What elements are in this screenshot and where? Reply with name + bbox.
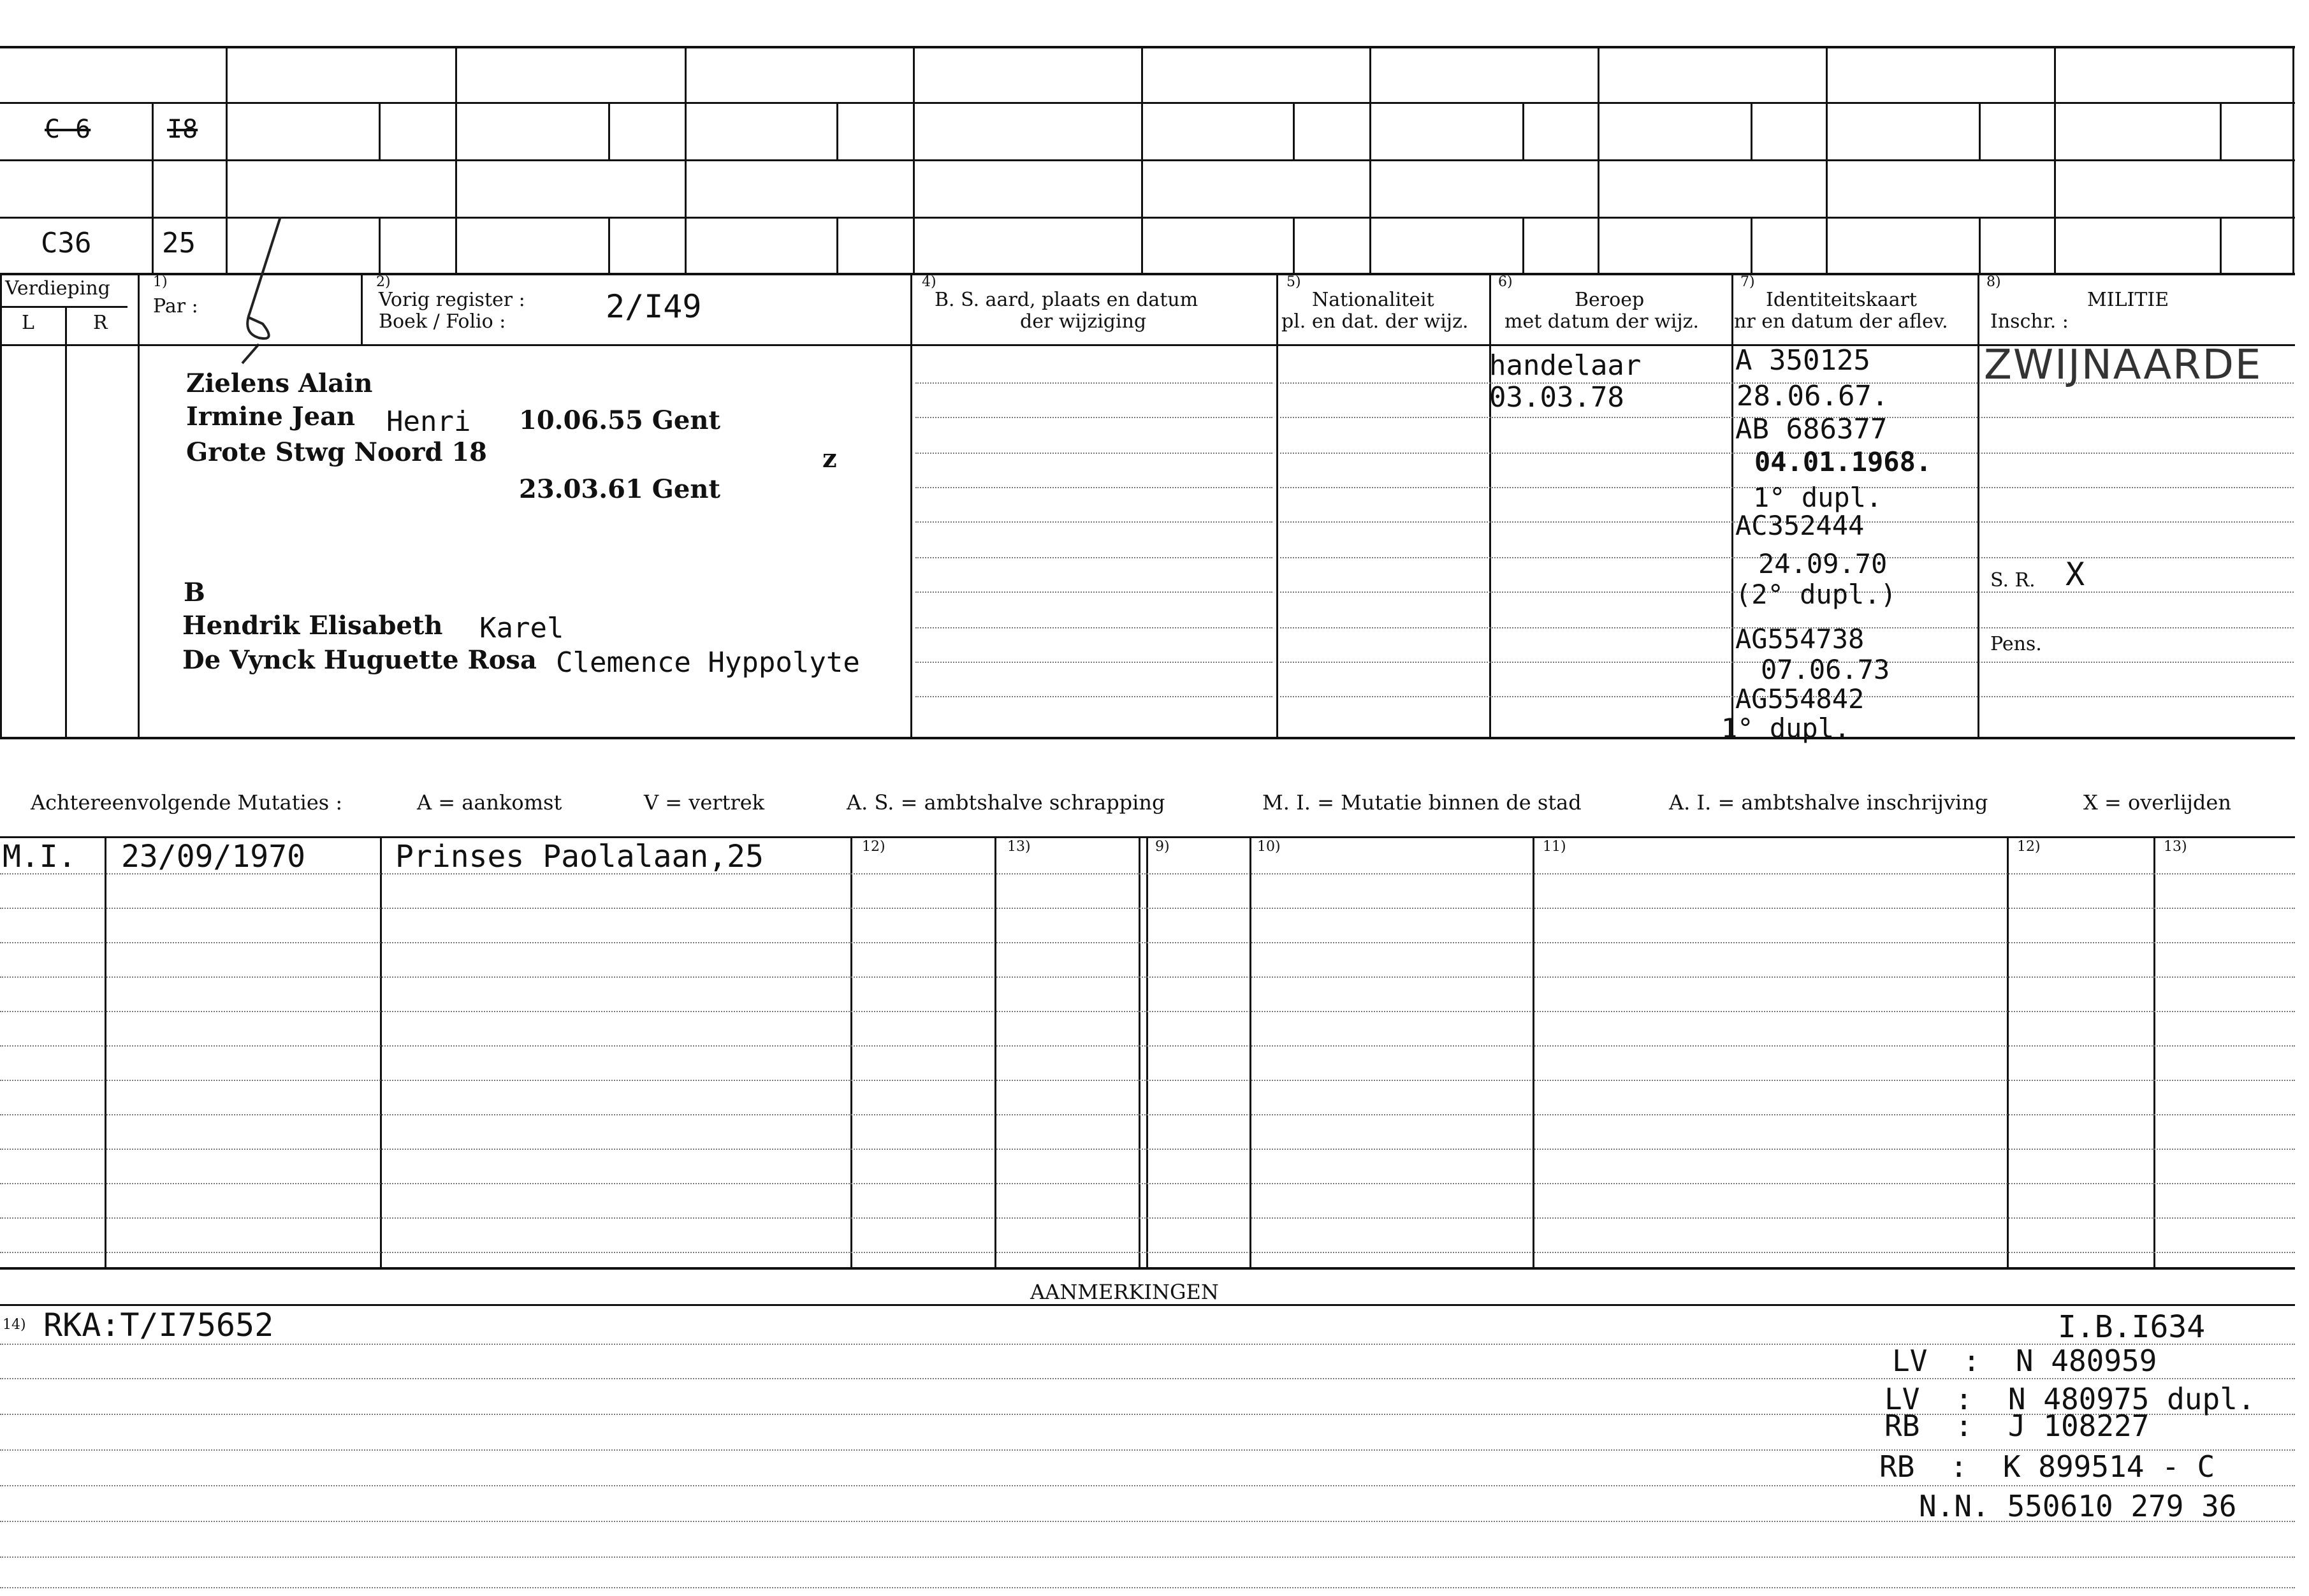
grid-line — [1293, 217, 1295, 273]
rb-number: RB : J 108227 — [1884, 1409, 2150, 1443]
grid-number-old: I8 — [167, 115, 198, 144]
col-number: 11) — [1543, 839, 1566, 855]
right-label: R — [93, 312, 108, 334]
col-number: 7) — [1740, 274, 1755, 290]
sr-label: S. R. — [1990, 569, 2036, 591]
beroep-label: Beroep — [1575, 289, 1645, 311]
dotted-line — [915, 696, 1272, 697]
id-card-line: 04.01.1968. — [1754, 446, 1932, 477]
identiteitskaart-label: Identiteitskaart — [1766, 289, 1917, 311]
grid-line — [105, 836, 106, 1267]
dotted-line — [0, 1114, 2295, 1115]
legend-item: V = vertrek — [644, 790, 765, 815]
col-number: 4) — [922, 274, 936, 290]
col-number: 1) — [153, 274, 168, 290]
id-card-line: 28.06.67. — [1737, 380, 1889, 412]
grid-line — [1533, 836, 1534, 1267]
grid-line — [1826, 46, 1828, 273]
mother-name: De Vynck Huguette Rosa — [182, 645, 537, 675]
dotted-line — [915, 417, 1272, 418]
ib-reference: I.B.I634 — [2058, 1309, 2206, 1345]
rb-number: RB : K 899514 - C — [1879, 1449, 2215, 1484]
parent-given-name-typed: Karel — [479, 612, 564, 644]
dotted-line — [0, 1045, 2295, 1047]
grid-line — [1522, 102, 1524, 159]
grid-number: 25 — [162, 227, 196, 259]
col-number: 10) — [1257, 839, 1281, 855]
grid-line — [1369, 46, 1371, 273]
table-bottom-line — [0, 1267, 2295, 1270]
grid-line — [226, 46, 228, 273]
grid-line — [0, 273, 2295, 275]
dotted-line — [0, 1217, 2295, 1219]
mutatie-address: Prinses Paolalaan,25 — [395, 839, 764, 874]
bs-label-line2: der wijziging — [1020, 310, 1147, 333]
boek-folio-label: Boek / Folio : — [379, 310, 506, 333]
dotted-line — [915, 521, 1272, 523]
grid-line — [0, 159, 2295, 161]
dotted-line — [915, 557, 1272, 558]
id-card-line: 1° dupl. — [1753, 482, 1883, 513]
grid-line — [2153, 836, 2155, 1267]
dotted-line — [915, 453, 1272, 454]
mutatie-date: 23/09/1970 — [121, 839, 305, 874]
grid-line — [0, 306, 127, 308]
grid-line — [379, 102, 381, 159]
vorig-register-label: Vorig register : — [379, 289, 525, 311]
grid-line — [1978, 273, 1979, 737]
legend-item: A = aankomst — [417, 790, 562, 815]
grid-line — [65, 306, 67, 737]
grid-line — [608, 102, 610, 159]
dotted-line — [915, 487, 1272, 488]
dotted-line — [0, 1011, 2295, 1012]
dotted-line — [0, 1556, 2295, 1558]
mutatie-type: M.I. — [3, 839, 76, 874]
grid-line — [1751, 102, 1752, 159]
person-birth: 10.06.55 Gent — [519, 405, 720, 435]
id-card-line: AG554738 — [1735, 623, 1865, 655]
grid-line — [1751, 217, 1752, 273]
grid-line — [455, 46, 457, 273]
grid-line — [380, 836, 382, 1267]
dotted-line — [915, 627, 1272, 628]
id-card-line: 24.09.70 — [1758, 548, 1888, 579]
dotted-line — [915, 662, 1272, 663]
grid-line — [1598, 46, 1599, 273]
dotted-line — [0, 873, 2295, 874]
person-address: Grote Stwg Noord 18 — [186, 437, 488, 467]
dotted-line — [0, 908, 2295, 909]
rka-reference: RKA:T/I75652 — [43, 1307, 274, 1344]
id-card-line: AB 686377 — [1735, 413, 1888, 446]
grid-line — [1249, 836, 1251, 1267]
grid-line — [1139, 836, 1140, 1267]
second-date: 23.03.61 Gent — [519, 474, 720, 504]
militie-stamp: ZWIJNAARDE — [1984, 342, 2262, 389]
id-card-line: A 350125 — [1735, 344, 1870, 377]
beroep-sublabel: met datum der wijz. — [1504, 310, 1699, 333]
nn-number: N.N. 550610 279 36 — [1919, 1489, 2237, 1523]
grid-line — [836, 102, 838, 159]
dotted-line — [0, 1378, 2295, 1379]
sr-mark: X — [2065, 556, 2085, 593]
pen-stroke-icon — [229, 217, 306, 370]
id-card-line: 1° dupl. — [1721, 713, 1851, 744]
grid-line — [1293, 102, 1295, 159]
col-number: 14) — [3, 1317, 26, 1333]
dotted-line — [915, 591, 1272, 593]
dotted-line — [0, 1485, 2295, 1486]
beroep-value: handelaar — [1489, 349, 1642, 382]
lv-number: LV : N 480959 — [1892, 1344, 2157, 1378]
legend-item: X = overlijden — [2083, 790, 2231, 815]
col-number: 13) — [2164, 839, 2187, 855]
nationaliteit-label: Nationaliteit — [1312, 289, 1434, 311]
grid-line — [1489, 273, 1491, 737]
person-given-names: Irmine Jean — [186, 402, 356, 432]
nationaliteit-sublabel: pl. en dat. der wijz. — [1281, 310, 1469, 333]
beroep-date: 03.03.78 — [1489, 381, 1624, 414]
grid-line — [910, 273, 912, 737]
col-number: 5) — [1286, 274, 1301, 290]
verdieping-label: Verdieping — [5, 277, 110, 300]
grid-line — [913, 46, 915, 273]
identiteitskaart-sublabel: nr en datum der aflev. — [1734, 310, 1948, 333]
left-label: L — [22, 312, 34, 334]
id-card-line: 07.06.73 — [1761, 654, 1890, 685]
aanmerkingen-title: AANMERKINGEN — [1030, 1280, 1219, 1304]
annotation-mark: z — [822, 444, 837, 474]
grid-line — [138, 273, 140, 737]
bs-label-line1: B. S. aard, plaats en datum — [935, 289, 1198, 311]
grid-line — [1522, 217, 1524, 273]
grid-line — [850, 836, 852, 1267]
col-number: 6) — [1498, 274, 1513, 290]
legend-item: A. I. = ambtshalve inschrijving — [1669, 790, 1988, 815]
mother-names-typed: Clemence Hyppolyte — [556, 646, 860, 679]
block-bottom-line — [0, 737, 2295, 739]
grid-line — [2220, 217, 2222, 273]
grid-line — [2292, 46, 2294, 273]
id-card-line: (2° dupl.) — [1735, 579, 1897, 610]
grid-line — [0, 102, 2295, 104]
grid-line — [685, 46, 687, 273]
col-number: 2) — [376, 274, 391, 290]
parent-given-names: Hendrik Elisabeth — [182, 611, 443, 641]
grid-line — [0, 1304, 2295, 1306]
grid-line — [836, 217, 838, 273]
grid-code-old: C 6 — [45, 115, 91, 144]
header-bottom-line — [0, 344, 2295, 346]
pens-label: Pens. — [1990, 633, 2042, 655]
dotted-line — [0, 1080, 2295, 1081]
dotted-line — [0, 1183, 2295, 1184]
inschr-label: Inschr. : — [1990, 310, 2069, 333]
col-number: 12) — [2017, 839, 2041, 855]
col-number: 13) — [1007, 839, 1031, 855]
grid-line — [1276, 273, 1278, 737]
col-number: 8) — [1986, 274, 2001, 290]
grid-line — [1731, 273, 1733, 737]
grid-line — [1141, 46, 1143, 273]
dotted-line — [915, 382, 1272, 384]
grid-line — [0, 217, 2295, 219]
id-card-line: AC352444 — [1735, 510, 1865, 541]
grid-line — [2220, 102, 2222, 159]
legend-item: M. I. = Mutatie binnen de stad — [1262, 790, 1582, 815]
grid-code: C36 — [41, 227, 92, 259]
dotted-line — [0, 1149, 2295, 1150]
legend-title: Achtereenvolgende Mutaties : — [31, 790, 343, 815]
grid-line — [2054, 46, 2056, 273]
col-number: 12) — [862, 839, 885, 855]
col-number: 9) — [1155, 839, 1170, 855]
vorig-register-value: 2/I49 — [606, 288, 702, 325]
par-label: Par : — [153, 295, 198, 317]
person-given-name-typed: Henri — [386, 405, 471, 438]
letter-b: B — [184, 577, 205, 607]
dotted-line — [0, 1587, 2295, 1588]
grid-line — [994, 836, 996, 1267]
lv-number-duplicate: LV : N 480975 dupl. — [1884, 1382, 2255, 1416]
grid-line — [1146, 836, 1148, 1267]
grid-line — [1979, 217, 1981, 273]
dotted-line — [0, 976, 2295, 978]
militie-label: MILITIE — [2087, 289, 2169, 311]
grid-line — [361, 273, 363, 344]
person-name: Zielens Alain — [186, 368, 373, 398]
id-card-line: AG554842 — [1735, 683, 1865, 715]
grid-line — [608, 217, 610, 273]
dotted-line — [0, 1252, 2295, 1253]
grid-line — [1979, 102, 1981, 159]
dotted-line — [0, 942, 2295, 943]
grid-line — [0, 273, 2, 737]
grid-line — [152, 102, 154, 273]
grid-line — [379, 217, 381, 273]
legend-item: A. S. = ambtshalve schrapping — [847, 790, 1165, 815]
grid-line — [2007, 836, 2009, 1267]
top-border — [0, 46, 2295, 48]
